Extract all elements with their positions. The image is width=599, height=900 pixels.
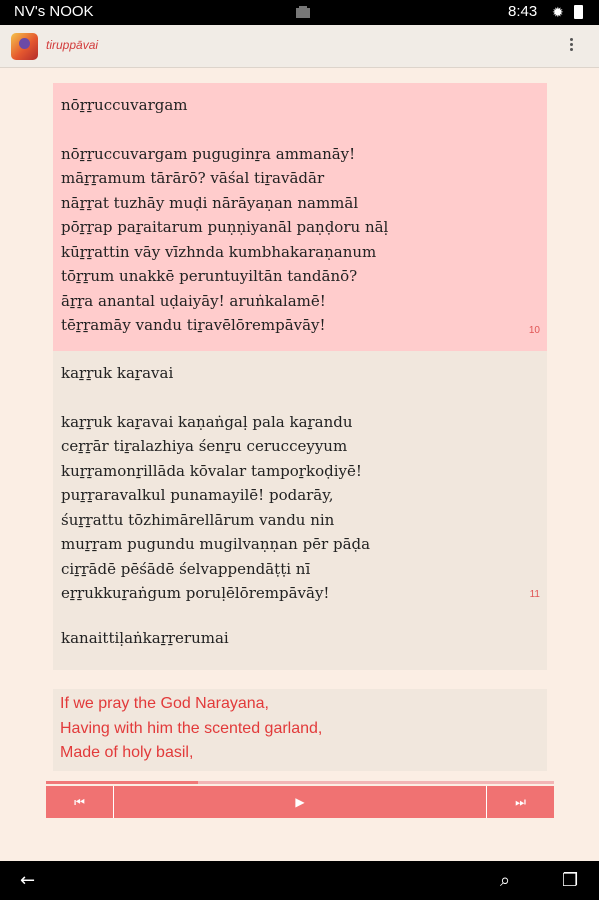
- verse-title: kaṟṟuk kaṟavai: [61, 364, 174, 382]
- verse-line: āṟṟa anantal uḍaiyāy! aruṅkalamē!: [61, 291, 326, 310]
- verse-line: eṟṟukkuṟaṅgum poruḷēlōrempāvāy!: [61, 584, 330, 602]
- verse-line: māṟṟamum tārārō? vāśal tiṟavādār: [61, 169, 325, 187]
- battery-icon: [574, 5, 583, 19]
- skip-previous-icon: ⏮: [74, 794, 85, 809]
- status-bar: [0, 0, 599, 25]
- clock: 8:43: [508, 3, 538, 20]
- verse-card[interactable]: [53, 615, 547, 670]
- verse-line: nāṟṟat tuzhāy muḍi nārāyaṇan nammāl: [61, 193, 359, 212]
- play-icon: ▶: [295, 795, 305, 809]
- play-button[interactable]: [114, 786, 487, 818]
- back-icon[interactable]: ←: [20, 870, 36, 891]
- verse-line: nōṟṟuccuvargam puguginṟa ammanāy!: [61, 144, 356, 163]
- notification-icon: [295, 5, 311, 19]
- translation-panel: [53, 689, 547, 771]
- app-bar: [0, 25, 599, 68]
- verse-title: kanaittiḷaṅkaṟṟerumai: [61, 629, 229, 647]
- search-icon[interactable]: ⌕: [500, 870, 511, 891]
- translation-line: If we pray the God Narayana,: [60, 695, 269, 712]
- app-logo[interactable]: [11, 33, 38, 60]
- verse-card[interactable]: [53, 83, 547, 351]
- verse-line: tēṟṟamāy vandu tiṟavēlōrempāvāy!: [61, 316, 326, 334]
- verse-line: kaṟṟuk kaṟavai kaṇaṅgaḷ pala kaṟandu: [61, 412, 353, 431]
- device-owner-label: NV's NOOK: [14, 3, 94, 20]
- verse-number: 11: [529, 588, 540, 600]
- previous-button[interactable]: [46, 786, 114, 818]
- verse-line: kūṟṟattin vāy vīzhnda kumbhakaraṇanum: [61, 242, 377, 261]
- verse-line: kuṟṟamonṟillāda kōvalar tampoṟkoḍiyē!: [61, 461, 362, 480]
- gear-icon[interactable]: ✹: [552, 4, 564, 20]
- app-title: tiruppāvai: [46, 38, 99, 52]
- verse-line: śuṟṟattu tōzhimārellārum vandu nin: [61, 510, 335, 529]
- verse-line: ceṟṟār tiṟalazhiya śenṟu cerucceyyum: [61, 437, 348, 455]
- verse-line: muṟṟam pugundu mugilvaṇṇan pēr pāḍa: [61, 535, 371, 553]
- translation-line: Having with him the scented garland,: [60, 719, 323, 737]
- audio-controls: [46, 786, 554, 818]
- skip-next-icon: ⏭: [515, 794, 526, 809]
- next-button[interactable]: [487, 786, 554, 818]
- verse-card[interactable]: [53, 351, 547, 615]
- recent-apps-icon[interactable]: ❐: [562, 870, 579, 891]
- audio-progress-bar[interactable]: [46, 781, 554, 784]
- overflow-menu-icon[interactable]: [570, 38, 574, 53]
- verse-line: ciṟṟādē pēśādē śelvappendāṭṭi nī: [61, 559, 311, 578]
- verse-line: puṟṟaravalkul punamayilē! podarāy,: [61, 486, 334, 504]
- translation-line: Made of holy basil,: [60, 744, 194, 761]
- audio-progress-fill: [46, 781, 198, 784]
- verse-title: nōṟṟuccuvargam: [61, 96, 188, 114]
- verse-number: 10: [528, 324, 540, 336]
- verse-line: pōṟṟap paṟaitarum puṇṇiyanāl paṇḍoru nāḷ: [61, 218, 389, 236]
- verse-line: tōṟṟum unakkē peruntuyiltān tandānō?: [61, 267, 358, 285]
- system-nav-bar: [0, 861, 599, 900]
